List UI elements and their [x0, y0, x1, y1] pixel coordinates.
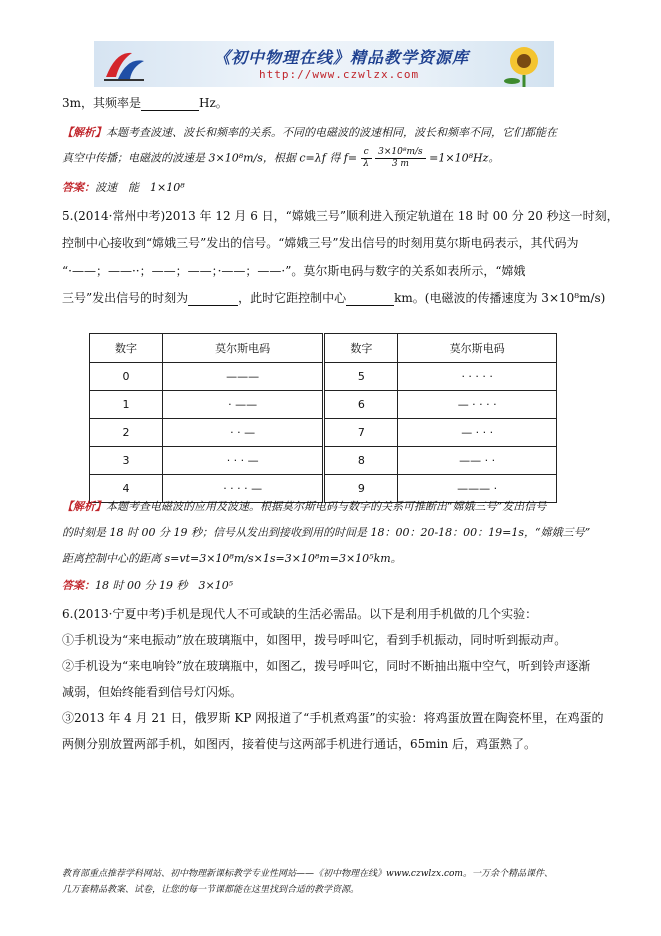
- table-header-cell: 莫尔斯电码: [163, 334, 324, 363]
- q6-line2: ①手机设为“来电振动”放在玻璃瓶中，如图甲，拨号呼叫它，看到手机振动，同时听到振动声。: [62, 633, 567, 647]
- analysis-tag: 【解析】: [62, 500, 106, 513]
- site-logo-icon: [102, 47, 146, 83]
- table-cell: · · · —: [163, 447, 324, 475]
- q5-text: ，此时它距控制中心: [238, 291, 347, 305]
- table-cell: · · · · ·: [398, 363, 557, 391]
- q5-analysis-line3: 距离控制中心的距离 s=vt=3×10⁸m/s×1s=3×10⁸m=3×10⁵km。: [62, 552, 402, 565]
- table-cell: 9: [324, 475, 398, 503]
- table-header-cell: 数字: [90, 334, 163, 363]
- morse-code-table: [89, 333, 557, 503]
- table-cell: 3: [90, 447, 163, 475]
- q4-text: 3m，其频率是: [62, 96, 142, 110]
- table-row: [90, 363, 557, 391]
- q5-line2: 控制中心接收到“嫦娥三号”发出的信号。“嫦娥三号”发出信号的时刻用莫尔斯电码表示，其代码为: [62, 236, 579, 250]
- table-cell: — · · · ·: [398, 391, 557, 419]
- table-cell: · · · · —: [163, 475, 324, 503]
- analysis-tag: 【解析】: [62, 126, 106, 139]
- fraction-values: [375, 147, 426, 170]
- q5-line3: “·——；——··；——；——；·——；——·”。莫尔斯电码与数字的关系如表所示，“嫦娥: [62, 264, 526, 278]
- answer-blank: [188, 293, 238, 306]
- fraction-c-lambda: [361, 147, 372, 170]
- banner-title: 《初中物理在线》精品教学资源库: [214, 48, 470, 67]
- answer-text: 18 时 00 分 19 秒 3×10⁵: [95, 579, 234, 592]
- answer-blank: [346, 293, 394, 306]
- answer-tag: 答案：: [62, 181, 95, 194]
- q5-line4: [62, 289, 605, 306]
- table-cell: ———: [163, 363, 324, 391]
- frac-numerator: c: [361, 147, 372, 159]
- sunflower-icon: [490, 41, 552, 87]
- table-row: [90, 447, 557, 475]
- analysis-text: 本题考查电磁波的应用及波速。根据莫尔斯电码与数字的关系可推断出“嫦娥三号”发出信号: [106, 500, 547, 513]
- footer-line2: 几万套精品教案、试卷，让您的每一节课都能在这里找到合适的教学资源。: [62, 885, 360, 895]
- page-footer: [62, 866, 602, 898]
- analysis-text: =1×10⁸Hz。: [429, 151, 500, 165]
- q5-analysis-line2: 的时刻是 18 时 00 分 19 秒；信号从发出到接收到用的时间是 18：00：20-18：00：19=1s，“嫦娥三号”: [62, 526, 591, 539]
- answer-tag: 答案：: [62, 579, 95, 592]
- q6-line1: 6.(2013·宁夏中考)手机是现代人不可或缺的生活必需品。以下是利用手机做的几个实验：: [62, 607, 538, 621]
- frac-denominator: λ: [363, 159, 369, 169]
- q6-line6: 两侧分别放置两部手机，如图丙，接着使与这两部手机进行通话，65min 后，鸡蛋熟了。: [62, 737, 537, 751]
- q5-line1: 5.(2014·常州中考)2013 年 12 月 6 日，“嫦娥三号”顺利进入预定轨道在 18 时 00 分 20 秒这一时刻，: [62, 209, 619, 223]
- q4-line1: [62, 94, 228, 111]
- table-cell: 8: [324, 447, 398, 475]
- table-row: [90, 391, 557, 419]
- table-cell: 4: [90, 475, 163, 503]
- table-cell: · ——: [163, 391, 324, 419]
- q5-text: km。(电磁波的传播速度为 3×10⁸m/s): [394, 291, 606, 305]
- table-cell: 2: [90, 419, 163, 447]
- table-header-row: [90, 334, 557, 363]
- table-header-cell: 莫尔斯电码: [398, 334, 557, 363]
- header-banner: [94, 41, 554, 87]
- table-cell: 5: [324, 363, 398, 391]
- table-cell: 6: [324, 391, 398, 419]
- q6-line5: ③2013 年 4 月 21 日，俄罗斯 KP 网报道了“手机煮鸡蛋”的实验：将鸡蛋放置在陶瓷杯里，在鸡蛋的: [62, 711, 604, 725]
- table-header-cell: 数字: [324, 334, 398, 363]
- frac-numerator: 3×10⁸m/s: [375, 147, 426, 159]
- q5-analysis-line1: [62, 498, 546, 514]
- answer-text: 波速 能 1×10⁸: [95, 181, 185, 194]
- table-cell: — · · ·: [398, 419, 557, 447]
- table-cell: —— · ·: [398, 447, 557, 475]
- q4-analysis-line1: [62, 124, 557, 140]
- answer-blank: [141, 98, 199, 111]
- table-cell: 7: [324, 419, 398, 447]
- analysis-text: 真空中传播；电磁波的波速是 3×10⁸m/s，根据 c=λf 得 f=: [62, 151, 358, 165]
- q5-text: 三号”发出信号的时刻为: [62, 291, 189, 305]
- q4-text: Hz。: [199, 96, 228, 110]
- q5-answer: [62, 577, 233, 593]
- table-cell: · · —: [163, 419, 324, 447]
- table-row: [90, 419, 557, 447]
- q4-answer: [62, 179, 185, 195]
- table-cell: 0: [90, 363, 163, 391]
- footer-line1: 教育部重点推荐学科网站、初中物理新课标教学专业性网站——《初中物理在线》www.czwlzx.com。一万余个精品课件、: [62, 869, 553, 879]
- q6-line4: 减弱，但始终能看到信号灯闪烁。: [62, 685, 243, 699]
- banner-url[interactable]: http://www.czwlzx.com: [259, 68, 420, 81]
- q4-analysis-line2: [62, 147, 499, 170]
- analysis-text: 本题考查波速、波长和频率的关系。不同的电磁波的波速相同，波长和频率不同，它们都能在: [106, 126, 557, 139]
- table-cell: ——— ·: [398, 475, 557, 503]
- q6-line3: ②手机设为“来电响铃”放在玻璃瓶中，如图乙，拨号呼叫它，同时不断抽出瓶中空气，听到铃声逐渐: [62, 659, 591, 673]
- frac-denominator: 3 m: [391, 159, 409, 169]
- table-cell: 1: [90, 391, 163, 419]
